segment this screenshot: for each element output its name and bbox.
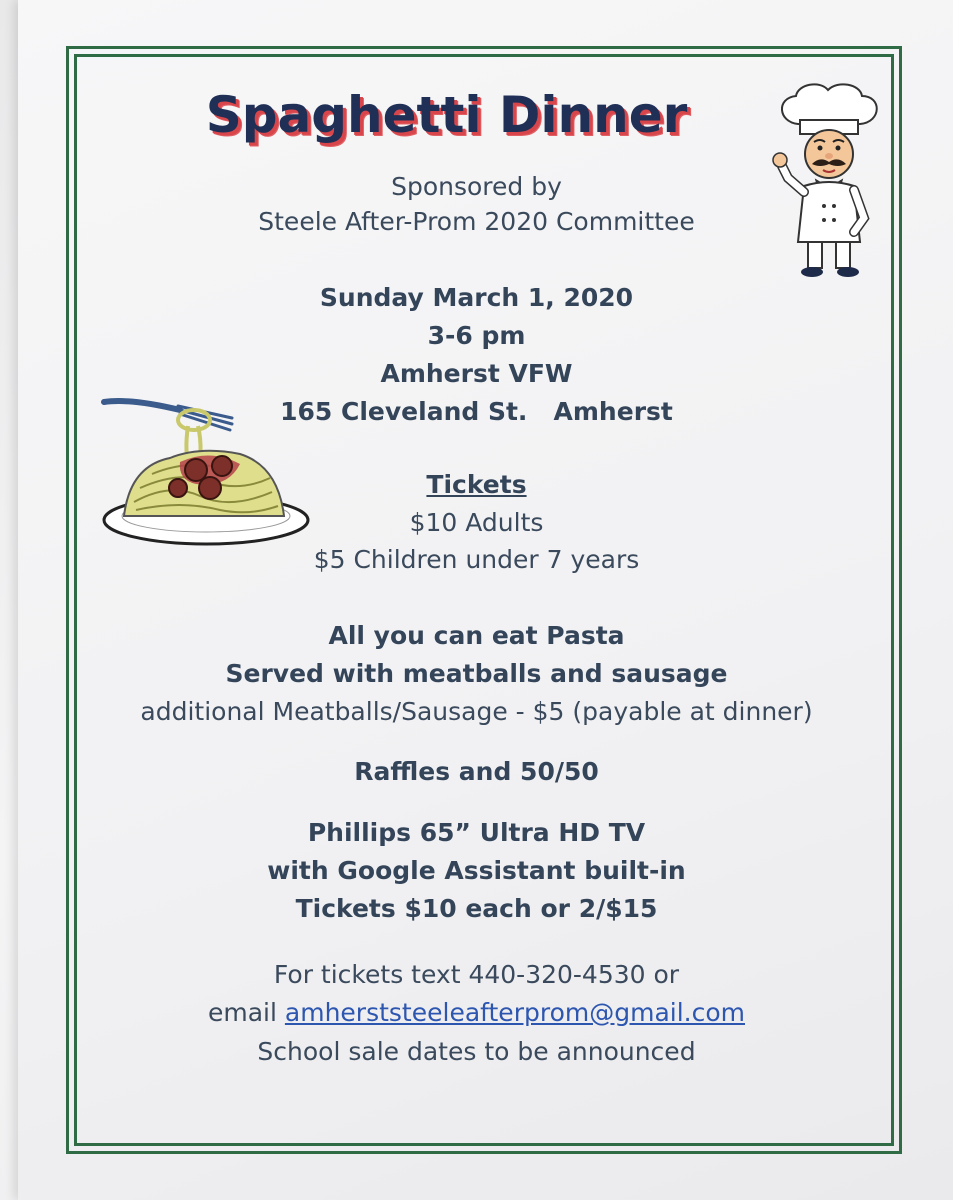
email-line	[0, 998, 953, 1027]
email-prefix: email	[208, 998, 285, 1027]
served-line: Served with meatballs and sausage	[225, 659, 728, 688]
price-adults: $10 Adults	[409, 508, 544, 537]
school-sale-line: School sale dates to be announced	[257, 1037, 696, 1066]
additional-line: additional Meatballs/Sausage - $5 (payable at dinner)	[140, 697, 813, 726]
contact-text: For tickets text 440-320-4530 or	[273, 960, 680, 989]
sponsored-label: Sponsored by	[391, 172, 562, 201]
price-children: $5 Children under 7 years	[313, 545, 640, 574]
email-link[interactable]: amherststeeleafterprom@gmail.com	[284, 998, 745, 1027]
sponsor-name: Steele After-Prom 2020 Committee	[258, 207, 695, 236]
raffles-line: Raffles and 50/50	[354, 757, 599, 786]
prize-line-1: Phillips 65” Ultra HD TV	[307, 818, 646, 847]
tickets-heading: Tickets	[426, 470, 527, 499]
prize-line-2: with Google Assistant built-in	[267, 856, 686, 885]
event-venue: Amherst VFW	[380, 359, 573, 388]
event-address: 165 Cleveland St. Amherst	[280, 397, 673, 426]
event-date: Sunday March 1, 2020	[319, 283, 634, 312]
prize-line-3: Tickets $10 each or 2/$15	[295, 894, 658, 923]
pasta-line: All you can eat Pasta	[328, 621, 625, 650]
flyer-title: Spaghetti Dinner	[205, 86, 688, 144]
event-time: 3-6 pm	[427, 321, 526, 350]
